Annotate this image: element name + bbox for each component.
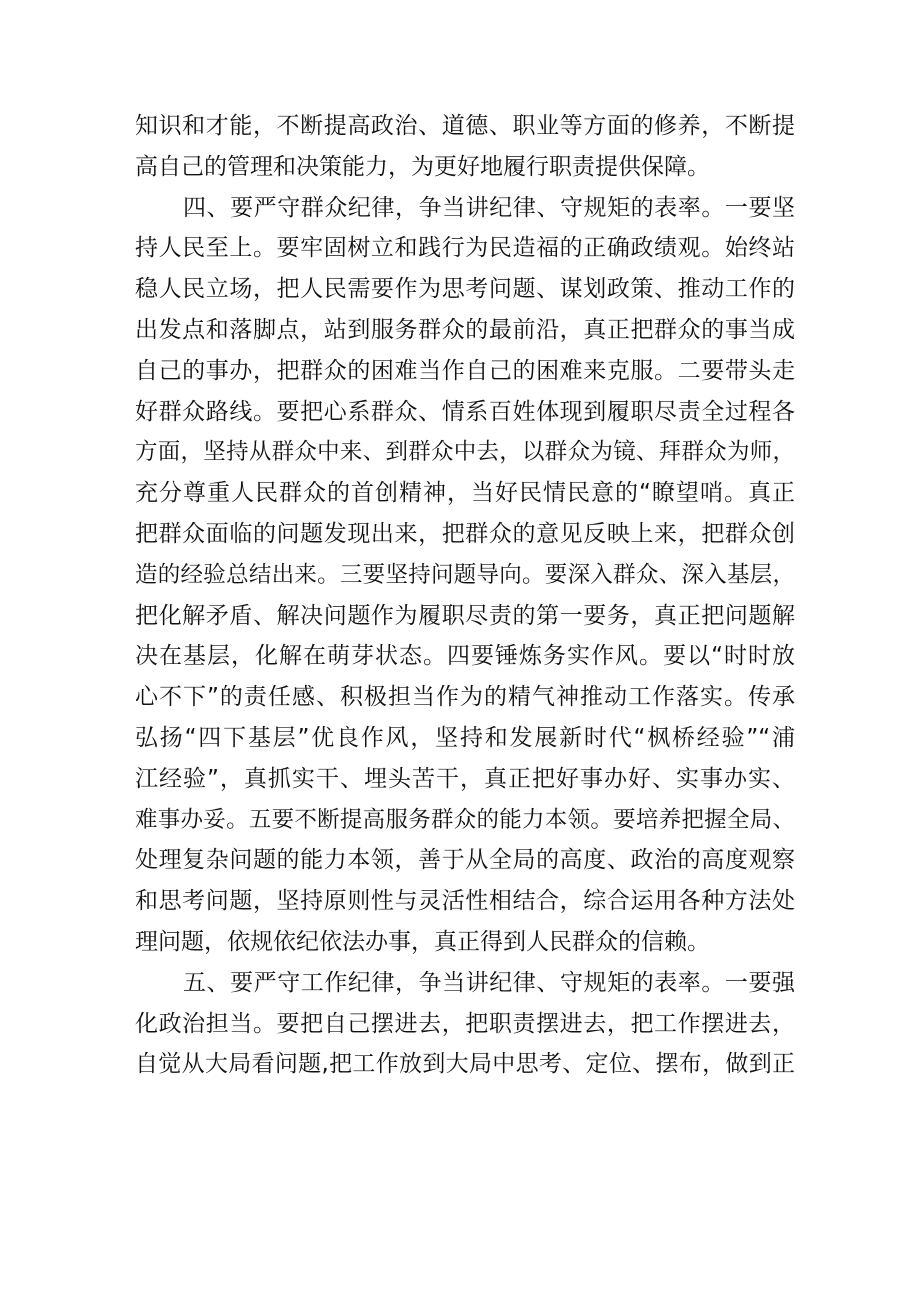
text-line: 江经验”，真抓实干、埋头苦干，真正把好事办好、实事办实、: [135, 765, 795, 792]
text-line: 把化解矛盾、解决问题作为履职尽责的第一要务，真正把问题解: [135, 602, 795, 629]
text-line: 好群众路线。要把心系群众、情系百姓体现到履职尽责全过程各: [135, 398, 795, 425]
text-line: 稳人民立场，把人民需要作为思考问题、谋划政策、推动工作的: [135, 276, 795, 303]
text-line: 难事办妥。五要不断提高服务群众的能力本领。要培养把握全局、: [135, 806, 795, 833]
text-line: 和思考问题，坚持原则性与灵活性相结合，综合运用各种方法处: [135, 888, 795, 915]
text-line: 方面，坚持从群众中来、到群众中去，以群众为镜、拜群众为师，: [135, 439, 795, 466]
text-line: 处理复杂问题的能力本领，善于从全局的高度、政治的高度观察: [135, 847, 795, 874]
text-line: 自己的事办，把群众的困难当作自己的困难来克服。二要带头走: [135, 357, 795, 384]
text-line: 理问题，依规依纪依法办事，真正得到人民群众的信赖。: [135, 928, 710, 955]
text-line: 持人民至上。要牢固树立和践行为民造福的正确政绩观。始终站: [135, 235, 795, 262]
paragraph-heading-line: 五、要严守工作纪律，争当讲纪律、守规矩的表率。一要强: [183, 969, 795, 996]
text-line: 弘扬“四下基层”优良作风，坚持和发展新时代“枫桥经验”“浦: [135, 724, 795, 751]
text-line: 出发点和落脚点，站到服务群众的最前沿，真正把群众的事当成: [135, 316, 795, 343]
text-line: 高自己的管理和决策能力，为更好地履行职责提供保障。: [135, 153, 710, 180]
text-line: 决在基层，化解在萌芽状态。四要锤炼务实作风。要以“时时放: [135, 643, 795, 670]
text-line: 心不下”的责任感、积极担当作为的精气神推动工作落实。传承: [135, 684, 795, 711]
text-line: 自觉从大局看问题,把工作放到大局中思考、定位、摆布，做到正: [135, 1051, 795, 1078]
text-line: 知识和才能，不断提高政治、道德、职业等方面的修养，不断提: [135, 113, 795, 139]
text-line: 造的经验总结出来。三要坚持问题导向。要深入群众、深入基层，: [135, 561, 795, 588]
text-line: 化政治担当。要把自己摆进去，把职责摆进去，把工作摆进去，: [135, 1010, 795, 1037]
paragraph-heading-line: 四、要严守群众纪律，争当讲纪律、守规矩的表率。一要坚: [183, 194, 795, 221]
text-line: 把群众面临的问题发现出来，把群众的意见反映上来，把群众创: [135, 520, 795, 547]
document-body: [135, 106, 795, 1085]
text-line: 充分尊重人民群众的首创精神，当好民情民意的“瞭望哨。真正: [135, 480, 795, 507]
